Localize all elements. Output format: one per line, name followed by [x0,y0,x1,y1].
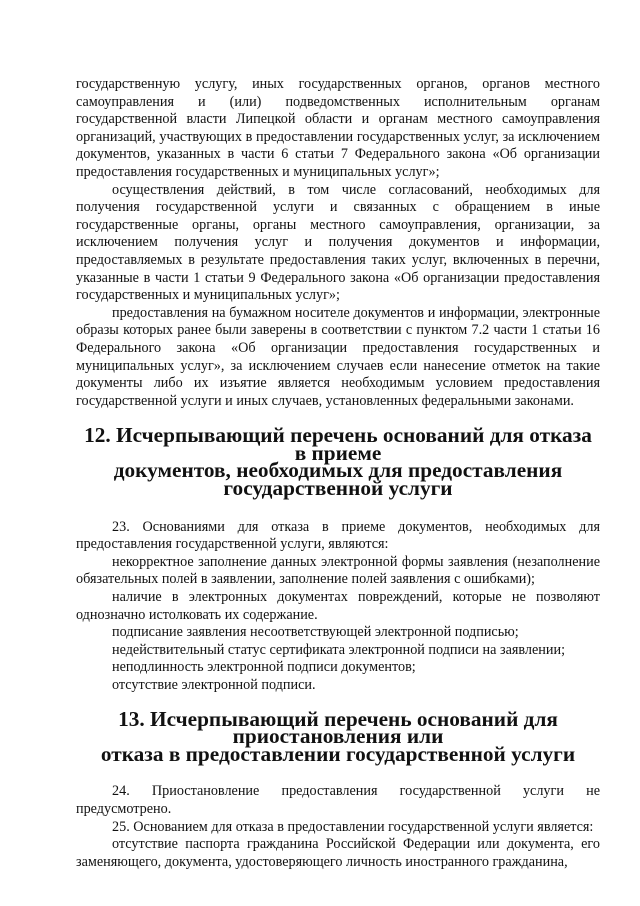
section-12-heading-line-2: документов, необходимых для предоставления государственной услуги [113,458,563,501]
section-13-heading-line-1: 13. Исчерпывающий перечень оснований для приостановления или [118,706,558,749]
list-item-invalid-certificate: недействительный статус сертификата электронной подписи на заявлении; [112,641,566,658]
document-page [76,76,600,871]
list-item-unauthentic-signature: неподлинность электронной подписи документов; [112,659,416,676]
paragraph-23: 23. Основаниями для отказа в приеме документов, необходимых для предоставления государственной услуги, являются: [76,518,600,553]
list-item-missing-signature: отсутствие электронной подписи. [112,677,316,693]
list-item-wrong-signature: подписание заявления несоответствующей электронной подписью; [112,624,519,641]
paragraph-intro-1: государственную услугу, иных государственных органов, органов местного самоуправления и (или) подведомственных исполнительным органам государственной власти Липецкой области и органам местного самоуправления организаций, участвующих в предоставлении государственных услуг, за исключением документов, указанных в части 6 статьи 7 Федерального закона «Об организации предоставления государственных и муниципальных услуг»; [76,76,600,180]
paragraph-24: 24. Приостановление предоставления государственной услуги не предусмотрено. [76,783,600,817]
section-13-heading-line-2: отказа в предоставлении государственной услуги [100,741,576,766]
paragraph-25: 25. Основанием для отказа в предоставлении государственной услуги является: [112,818,594,835]
list-item-missing-passport: отсутствие паспорта гражданина Российской Федерации или документа, его заменяющего, документа, удостоверяющего личность иностранного гражданина, [76,836,600,870]
list-item-incorrect-form: некорректное заполнение данных электронной формы заявления (незаполнение обязательных полей в заявлении, заполнение полей заявления с ошибками); [76,553,600,588]
list-item-damaged-documents: наличие в электронных документах повреждений, которые не позволяют однозначно истолковать их содержание. [76,589,600,623]
section-13-heading [76,706,600,766]
paragraph-intro-2: осуществления действий, в том числе согласований, необходимых для получения государственной услуги и связанных с обращением в иные государственные органы, органы местного самоуправления, организации, за исключением получения услуг и получения документов и информации, предоставляемых в результате предоставления таких услуг, включенных в перечни, указанные в части 1 статьи 9 Федерального закона «Об организации предоставления государственных и муниципальных услуг»; [76,181,600,304]
section-12-heading [76,423,600,501]
paragraph-intro-3: предоставления на бумажном носителе документов и информации, электронные образы которых ранее были заверены в соответствии с пунктом 7.2 части 1 статьи 16 Федерального закона «Об организации предоставления государственных и муниципальных услуг», за исключением случаев если нанесение отметок на такие документы либо их изъятие является необходимым условием предоставления государственной услуги и иных случаев, установленных федеральными законами. [76,304,600,409]
section-12-heading-line-1: 12. Исчерпывающий перечень оснований для отказа в приеме [84,423,592,465]
